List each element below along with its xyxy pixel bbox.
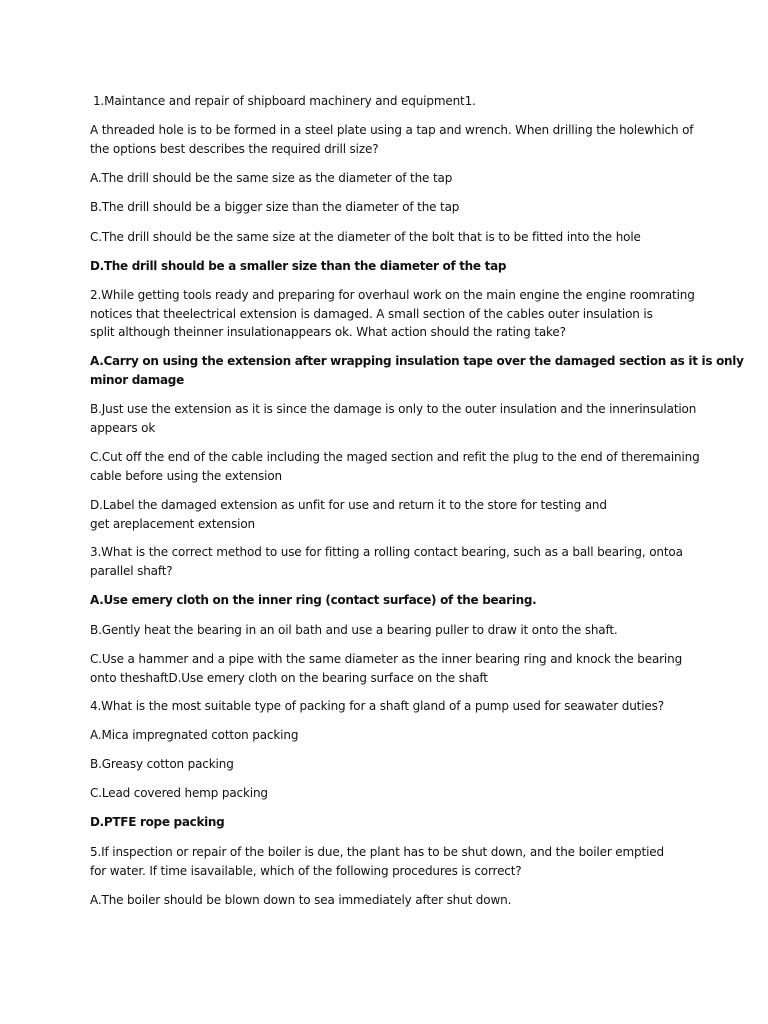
text-line: C.Use a hammer and a pipe with the same diameter as the inner bearing ring and knock the bearing: [90, 652, 683, 666]
question-4-stem: [90, 697, 690, 716]
text-line: B.Greasy cotton packing: [90, 757, 234, 771]
question-2-option-d: [90, 496, 690, 533]
question-1-option-c: [90, 228, 690, 247]
text-line: cable before using the extension: [90, 468, 282, 483]
text-line: 5.If inspection or repair of the boiler is due, the plant has to be shut down, and the boiler emptied: [90, 845, 664, 859]
question-2-option-b: [90, 400, 697, 437]
question-3-option-c: [90, 650, 690, 687]
document-heading: [93, 92, 693, 111]
text-line: D.PTFE rope packing: [90, 815, 225, 829]
question-1-option-d-answer: [90, 257, 690, 276]
question-1-option-b: [90, 198, 690, 217]
heading-line: 1.Maintance and repair of shipboard machinery and equipment1.: [93, 94, 476, 108]
question-4-option-d-answer: [90, 813, 690, 832]
question-5-option-a: [90, 891, 690, 910]
text-line: D.The drill should be a smaller size than the diameter of the tap: [90, 259, 507, 273]
question-1-option-a: [90, 169, 690, 188]
text-line: appears ok: [90, 420, 156, 435]
question-2-option-c: [90, 448, 700, 485]
question-1-stem: [90, 121, 694, 158]
text-line: onto theshaftD.Use emery cloth on the bearing surface on the shaft: [90, 670, 488, 685]
text-line: A threaded hole is to be formed in a steel plate using a tap and wrench. When drilling the holewhich of: [90, 123, 694, 137]
question-5-stem: [90, 843, 690, 880]
text-line: 2.While getting tools ready and preparing for overhaul work on the main engine the engine roomrating: [90, 288, 695, 302]
text-line: parallel shaft?: [90, 563, 173, 578]
question-2-option-a-answer: [90, 352, 744, 389]
text-line: minor damage: [90, 372, 184, 387]
text-line: A.Use emery cloth on the inner ring (contact surface) of the bearing.: [90, 593, 537, 607]
text-line: 3.What is the correct method to use for fitting a rolling contact bearing, such as a ball bearing, ontoa: [90, 545, 683, 559]
text-line: notices that theelectrical extension is damaged. A small section of the cables outer insulation is: [90, 306, 653, 321]
text-line: A.The boiler should be blown down to sea immediately after shut down.: [90, 893, 512, 907]
text-line: for water. If time isavailable, which of the following procedures is correct?: [90, 863, 522, 878]
text-line: get areplacement extension: [90, 516, 256, 531]
text-line: 4.What is the most suitable type of packing for a shaft gland of a pump used for seawater duties?: [90, 699, 664, 713]
question-3-option-a-answer: [90, 591, 690, 610]
text-line: B.Gently heat the bearing in an oil bath and use a bearing puller to draw it onto the shaft.: [90, 623, 618, 637]
question-4-option-b: [90, 755, 690, 774]
text-line: C.Cut off the end of the cable including the maged section and refit the plug to the end of theremaining: [90, 450, 700, 464]
text-line: A.The drill should be the same size as the diameter of the tap: [90, 171, 453, 185]
text-line: A.Carry on using the extension after wrapping insulation tape over the damaged section as it is only: [90, 354, 744, 368]
text-line: C.The drill should be the same size at the diameter of the bolt that is to be fitted into the hole: [90, 230, 641, 244]
question-2-stem: [90, 286, 695, 342]
text-line: split although theinner insulationappears ok. What action should the rating take?: [90, 325, 566, 339]
question-3-option-b: [90, 621, 690, 640]
text-line: A.Mica impregnated cotton packing: [90, 728, 299, 742]
text-line: D.Label the damaged extension as unfit for use and return it to the store for testing and: [90, 498, 607, 512]
text-line: B.The drill should be a bigger size than the diameter of the tap: [90, 200, 460, 214]
text-line: the options best describes the required drill size?: [90, 141, 379, 156]
text-line: C.Lead covered hemp packing: [90, 786, 268, 800]
question-4-option-c: [90, 784, 690, 803]
text-line: B.Just use the extension as it is since the damage is only to the outer insulation and the innerinsulation: [90, 402, 697, 416]
question-4-option-a: [90, 726, 690, 745]
question-3-stem: [90, 543, 690, 580]
